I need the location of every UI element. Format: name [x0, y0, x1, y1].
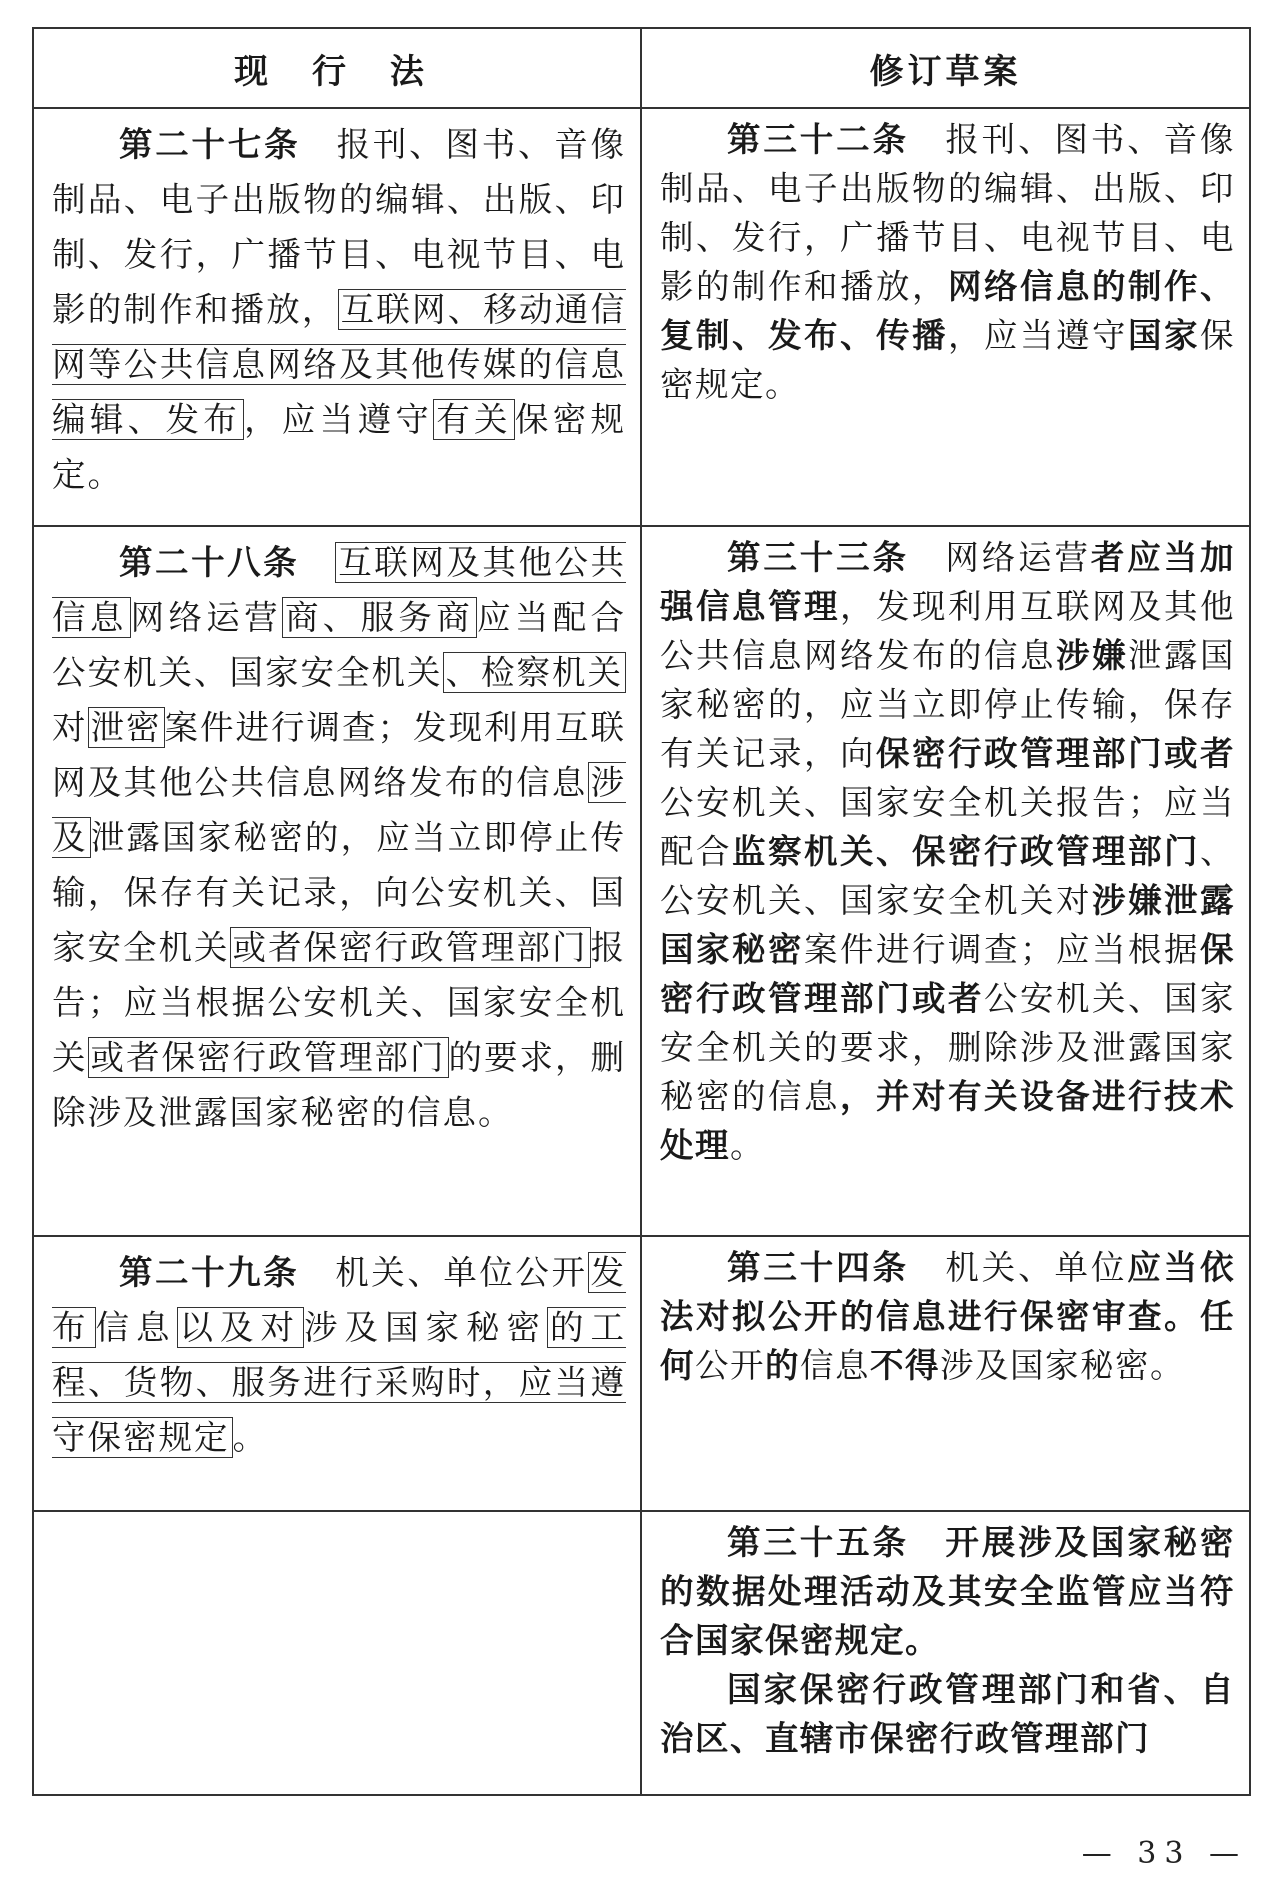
text-segment: 公安机关、国家安全机关的要求，删除涉及泄露国家秘密的信息 — [660, 979, 1235, 1116]
text-segment: 涉及国家秘密 — [304, 1308, 547, 1347]
text-segment: 报告；应当根据公安机关、国家安全机关 — [52, 928, 626, 1077]
article-27-text — [34, 109, 640, 502]
text-segment: 对 — [52, 708, 88, 747]
text-segment: 网络运营 — [908, 538, 1091, 577]
article-number: 第二十八条 — [119, 543, 300, 582]
article-number: 第三十二条 — [727, 120, 909, 159]
text-segment: 保密规定。 — [52, 400, 627, 494]
text-segment — [909, 1523, 945, 1562]
bold-text: 国家 — [1128, 316, 1200, 355]
boxed-text: 发布 — [52, 1253, 627, 1347]
current-law-cell — [33, 108, 641, 526]
text-segment: 机关、单位公开 — [299, 1253, 588, 1292]
boxed-text: 互联网、移动通信网等公共信息网络及其他传媒的信息编辑、发布 — [52, 290, 627, 439]
article-35-text — [642, 1512, 1249, 1665]
article-33-text — [642, 527, 1249, 1170]
table-row — [33, 1511, 1250, 1795]
boxed-text: 或者保密行政管理部门 — [230, 927, 591, 968]
article-number: 第二十九条 — [119, 1253, 300, 1292]
article-35-para-2 — [642, 1665, 1249, 1763]
text-segment: 。 — [730, 1126, 765, 1165]
boxed-text: 有关 — [433, 399, 515, 440]
text-segment: 涉及国家秘密。 — [940, 1346, 1185, 1385]
boxed-text: 以及对 — [177, 1307, 305, 1348]
article-number: 第三十四条 — [727, 1248, 909, 1287]
table-row — [33, 108, 1250, 526]
text-segment: 公安机关、国家安全机关报告；应当配合 — [660, 783, 1235, 871]
text-segment — [299, 543, 335, 582]
text-segment: 、公安机关、国家安全机关对 — [660, 832, 1235, 920]
bold-text: 网络信息的制作、复制、发布、传播 — [660, 267, 1235, 355]
bold-text: 涉嫌泄露国家秘密 — [660, 881, 1235, 969]
text-segment: 案件进行调查；发现利用互联网及其他公共信息网络发布的信息 — [52, 708, 626, 802]
article-number: 第二十七条 — [119, 125, 301, 164]
text-segment: 保密规定。 — [660, 316, 1235, 404]
bold-text: 的 — [765, 1346, 800, 1385]
text-segment: 网络运营 — [130, 598, 282, 637]
text-segment: 案件进行调查；应当根据 — [804, 930, 1200, 969]
text-segment: ，发现利用互联网及其他公共信息网络发布的信息 — [660, 587, 1235, 675]
bold-text: 不得 — [870, 1346, 940, 1385]
boxed-text: 、检察机关 — [443, 652, 627, 693]
text-segment: 。 — [232, 1418, 268, 1457]
comparison-table — [32, 27, 1251, 1796]
bold-text: 开展涉及国家秘密的数据处理活动及其安全监管应当符合国家保密规定。 — [660, 1523, 1236, 1660]
draft-cell — [641, 108, 1250, 526]
text-segment: 信息 — [95, 1308, 177, 1347]
text-segment: 报刊、图书、音像制品、电子出版物的编辑、出版、印制、发行，广播节目、电视节目、电影的制作和播放， — [660, 120, 1236, 306]
text-segment: 机关、单位 — [908, 1248, 1128, 1287]
bold-text: 保密行政管理部门或者 — [660, 930, 1235, 1018]
table-row — [33, 1236, 1250, 1511]
text-segment: 信息 — [800, 1346, 870, 1385]
boxed-text: 涉及 — [52, 763, 626, 857]
article-32-text — [642, 109, 1249, 409]
boxed-text: 泄密 — [88, 707, 165, 748]
text-segment: ，应当遵守 — [948, 316, 1128, 355]
article-number: 第三十五条 — [727, 1523, 909, 1562]
page-number: — 33 — — [1081, 1836, 1247, 1871]
table-row — [33, 526, 1250, 1236]
boxed-text: 商、服务商 — [282, 597, 477, 638]
header-current-law: 现 行 法 — [33, 28, 641, 108]
draft-cell — [641, 1511, 1250, 1795]
text-segment: 公开 — [695, 1346, 765, 1385]
draft-cell — [641, 1236, 1250, 1511]
bold-text: 者应当加强信息管理 — [660, 538, 1236, 626]
article-29-text — [34, 1237, 640, 1465]
bold-text: 国家保密行政管理部门和省、自治区、直辖市保密行政管理部门 — [660, 1670, 1235, 1758]
bold-text: 应当依法对拟公开的信息进行保密审查。任何 — [660, 1248, 1236, 1385]
article-34-text — [642, 1237, 1249, 1390]
text-segment: 应当配合公安机关、国家安全机关 — [52, 598, 627, 692]
text-segment: ，应当遵守 — [244, 400, 434, 439]
boxed-text: 或者保密行政管理部门 — [88, 1037, 449, 1078]
text-segment: 的要求，删除涉及泄露国家秘密的信息。 — [52, 1038, 626, 1132]
boxed-text: 互联网及其他公共信息 — [52, 543, 627, 637]
article-number: 第三十三条 — [727, 538, 909, 577]
draft-cell — [641, 526, 1250, 1236]
bold-text: 监察机关、保密行政管理部门 — [732, 832, 1200, 871]
text-segment: 报刊、图书、音像制品、电子出版物的编辑、出版、印制、发行，广播节目、电视节目、电影的制作和播放， — [52, 125, 627, 329]
bold-text: 保密行政管理部门或者 — [876, 734, 1235, 773]
article-28-text — [34, 527, 640, 1140]
boxed-text: 的工程、货物、服务进行采购时，应当遵守保密规定 — [52, 1308, 626, 1457]
bold-text: ，并对有关设备进行技术处理 — [660, 1077, 1235, 1165]
text-segment: 泄露国家秘密的，应当立即停止传输，保存有关记录，向 — [660, 636, 1235, 773]
text-segment: 泄露国家秘密的，应当立即停止传输，保存有关记录，向公安机关、国家安全机关 — [52, 818, 627, 967]
header-draft: 修订草案 — [641, 28, 1250, 108]
table-header-row — [33, 28, 1250, 108]
bold-text: 涉嫌 — [1056, 636, 1128, 675]
current-law-cell-empty — [33, 1511, 641, 1795]
current-law-cell — [33, 1236, 641, 1511]
current-law-cell — [33, 526, 641, 1236]
